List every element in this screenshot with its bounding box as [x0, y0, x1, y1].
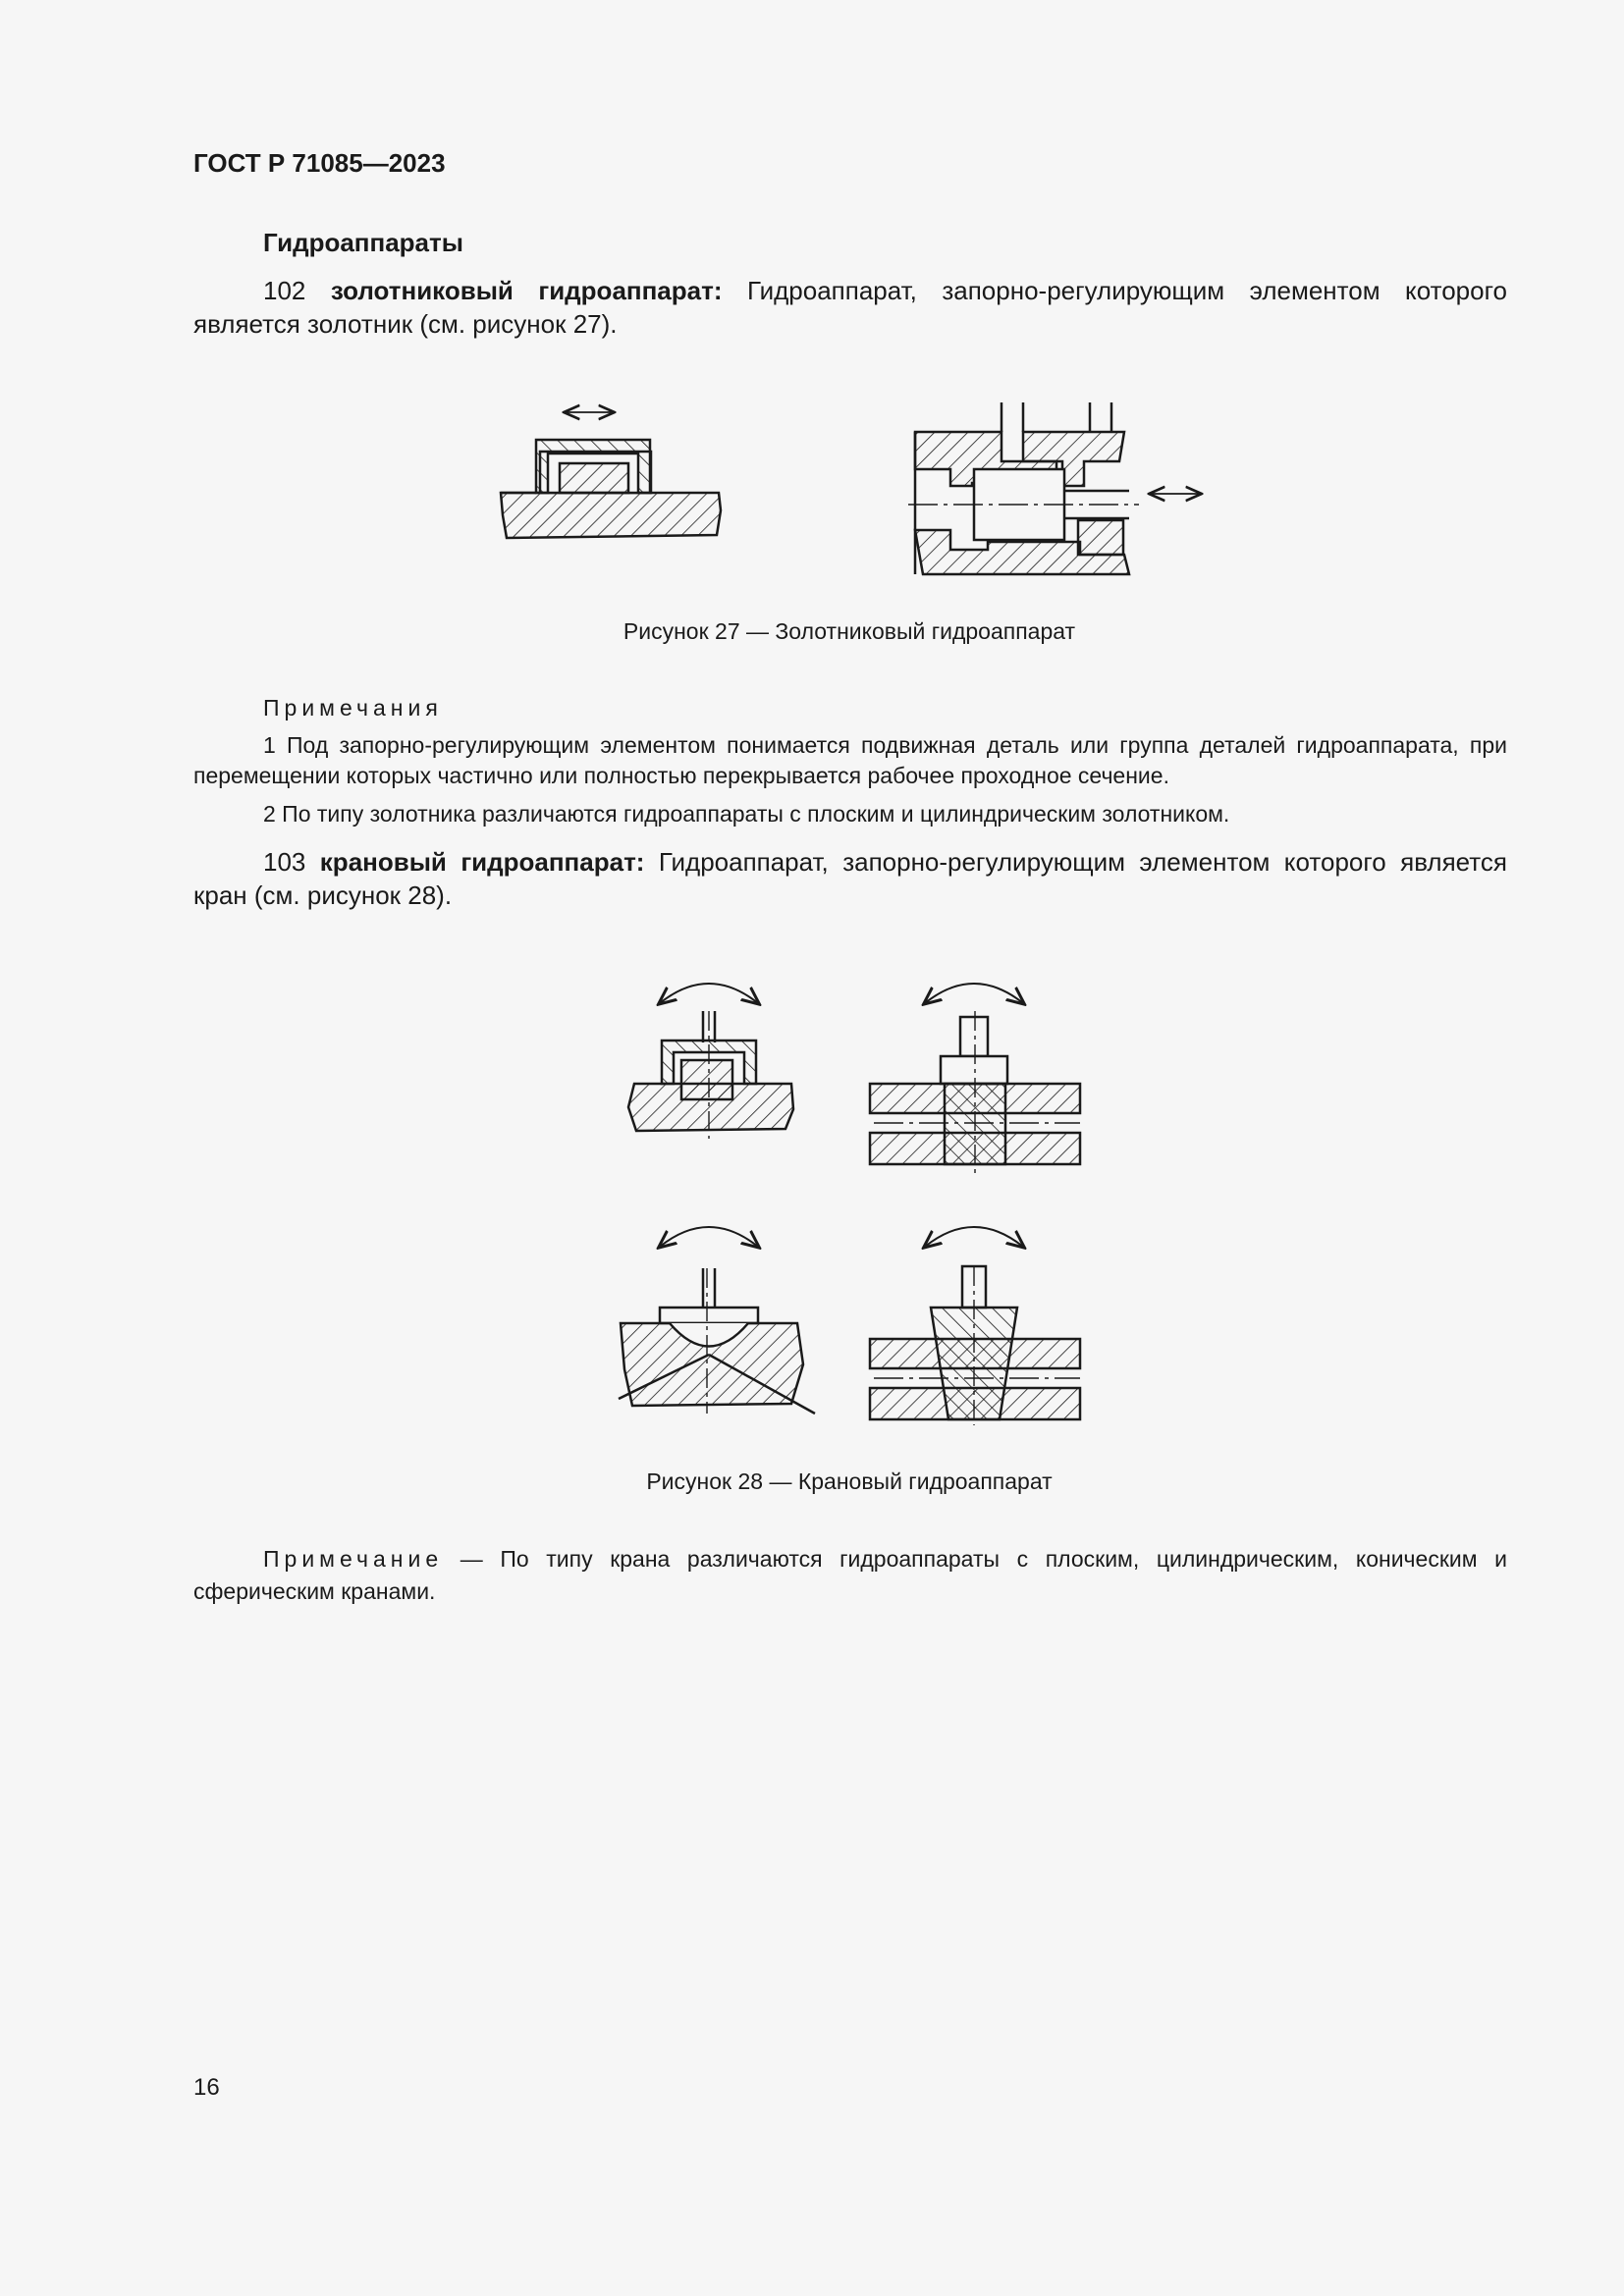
term-102-definition — [193, 274, 1507, 341]
final-note-text: — По типу крана различаются гидроаппараты с плоским, цилиндрическим, коническим и сферическим кранами. — [193, 1546, 1507, 1604]
document-code-header: ГОСТ Р 71085—2023 — [193, 148, 446, 178]
figure-27-caption: Рисунок 27 — Золотниковый гидроаппарат — [623, 618, 1076, 644]
term-name: золотниковый гидроаппарат: — [330, 276, 723, 305]
term-number: 102 — [263, 276, 306, 305]
final-note — [193, 1543, 1507, 1608]
figure-28-drawing — [619, 984, 1080, 1425]
section-title: Гидроаппараты — [263, 228, 463, 257]
term-text: Гидроаппарат, запорно-регулирующим элементом которого является кран (см. рисунок 28). — [193, 847, 1507, 910]
note-1: 1 Под запорно-регулирующим элементом понимается подвижная деталь или группа деталей гидроаппарата, при перемещении которых частично или полностью перекрывается рабочее проходное сечение. — [193, 732, 1507, 788]
term-name: крановый гидроаппарат: — [319, 847, 645, 877]
term-103-definition — [193, 845, 1507, 912]
final-note-label: Примечание — [263, 1546, 444, 1572]
page-number: 16 — [193, 2074, 220, 2101]
note-2: 2 По типу золотника различаются гидроаппараты с плоским и цилиндрическим золотником. — [263, 801, 1230, 827]
term-number: 103 — [263, 847, 306, 877]
term-text: Гидроаппарат, запорно-регулирующим элементом которого является золотник (см. рисунок 27). — [193, 276, 1507, 339]
figure-28-caption: Рисунок 28 — Крановый гидроаппарат — [646, 1468, 1053, 1494]
notes-title: Примечания — [263, 695, 443, 721]
